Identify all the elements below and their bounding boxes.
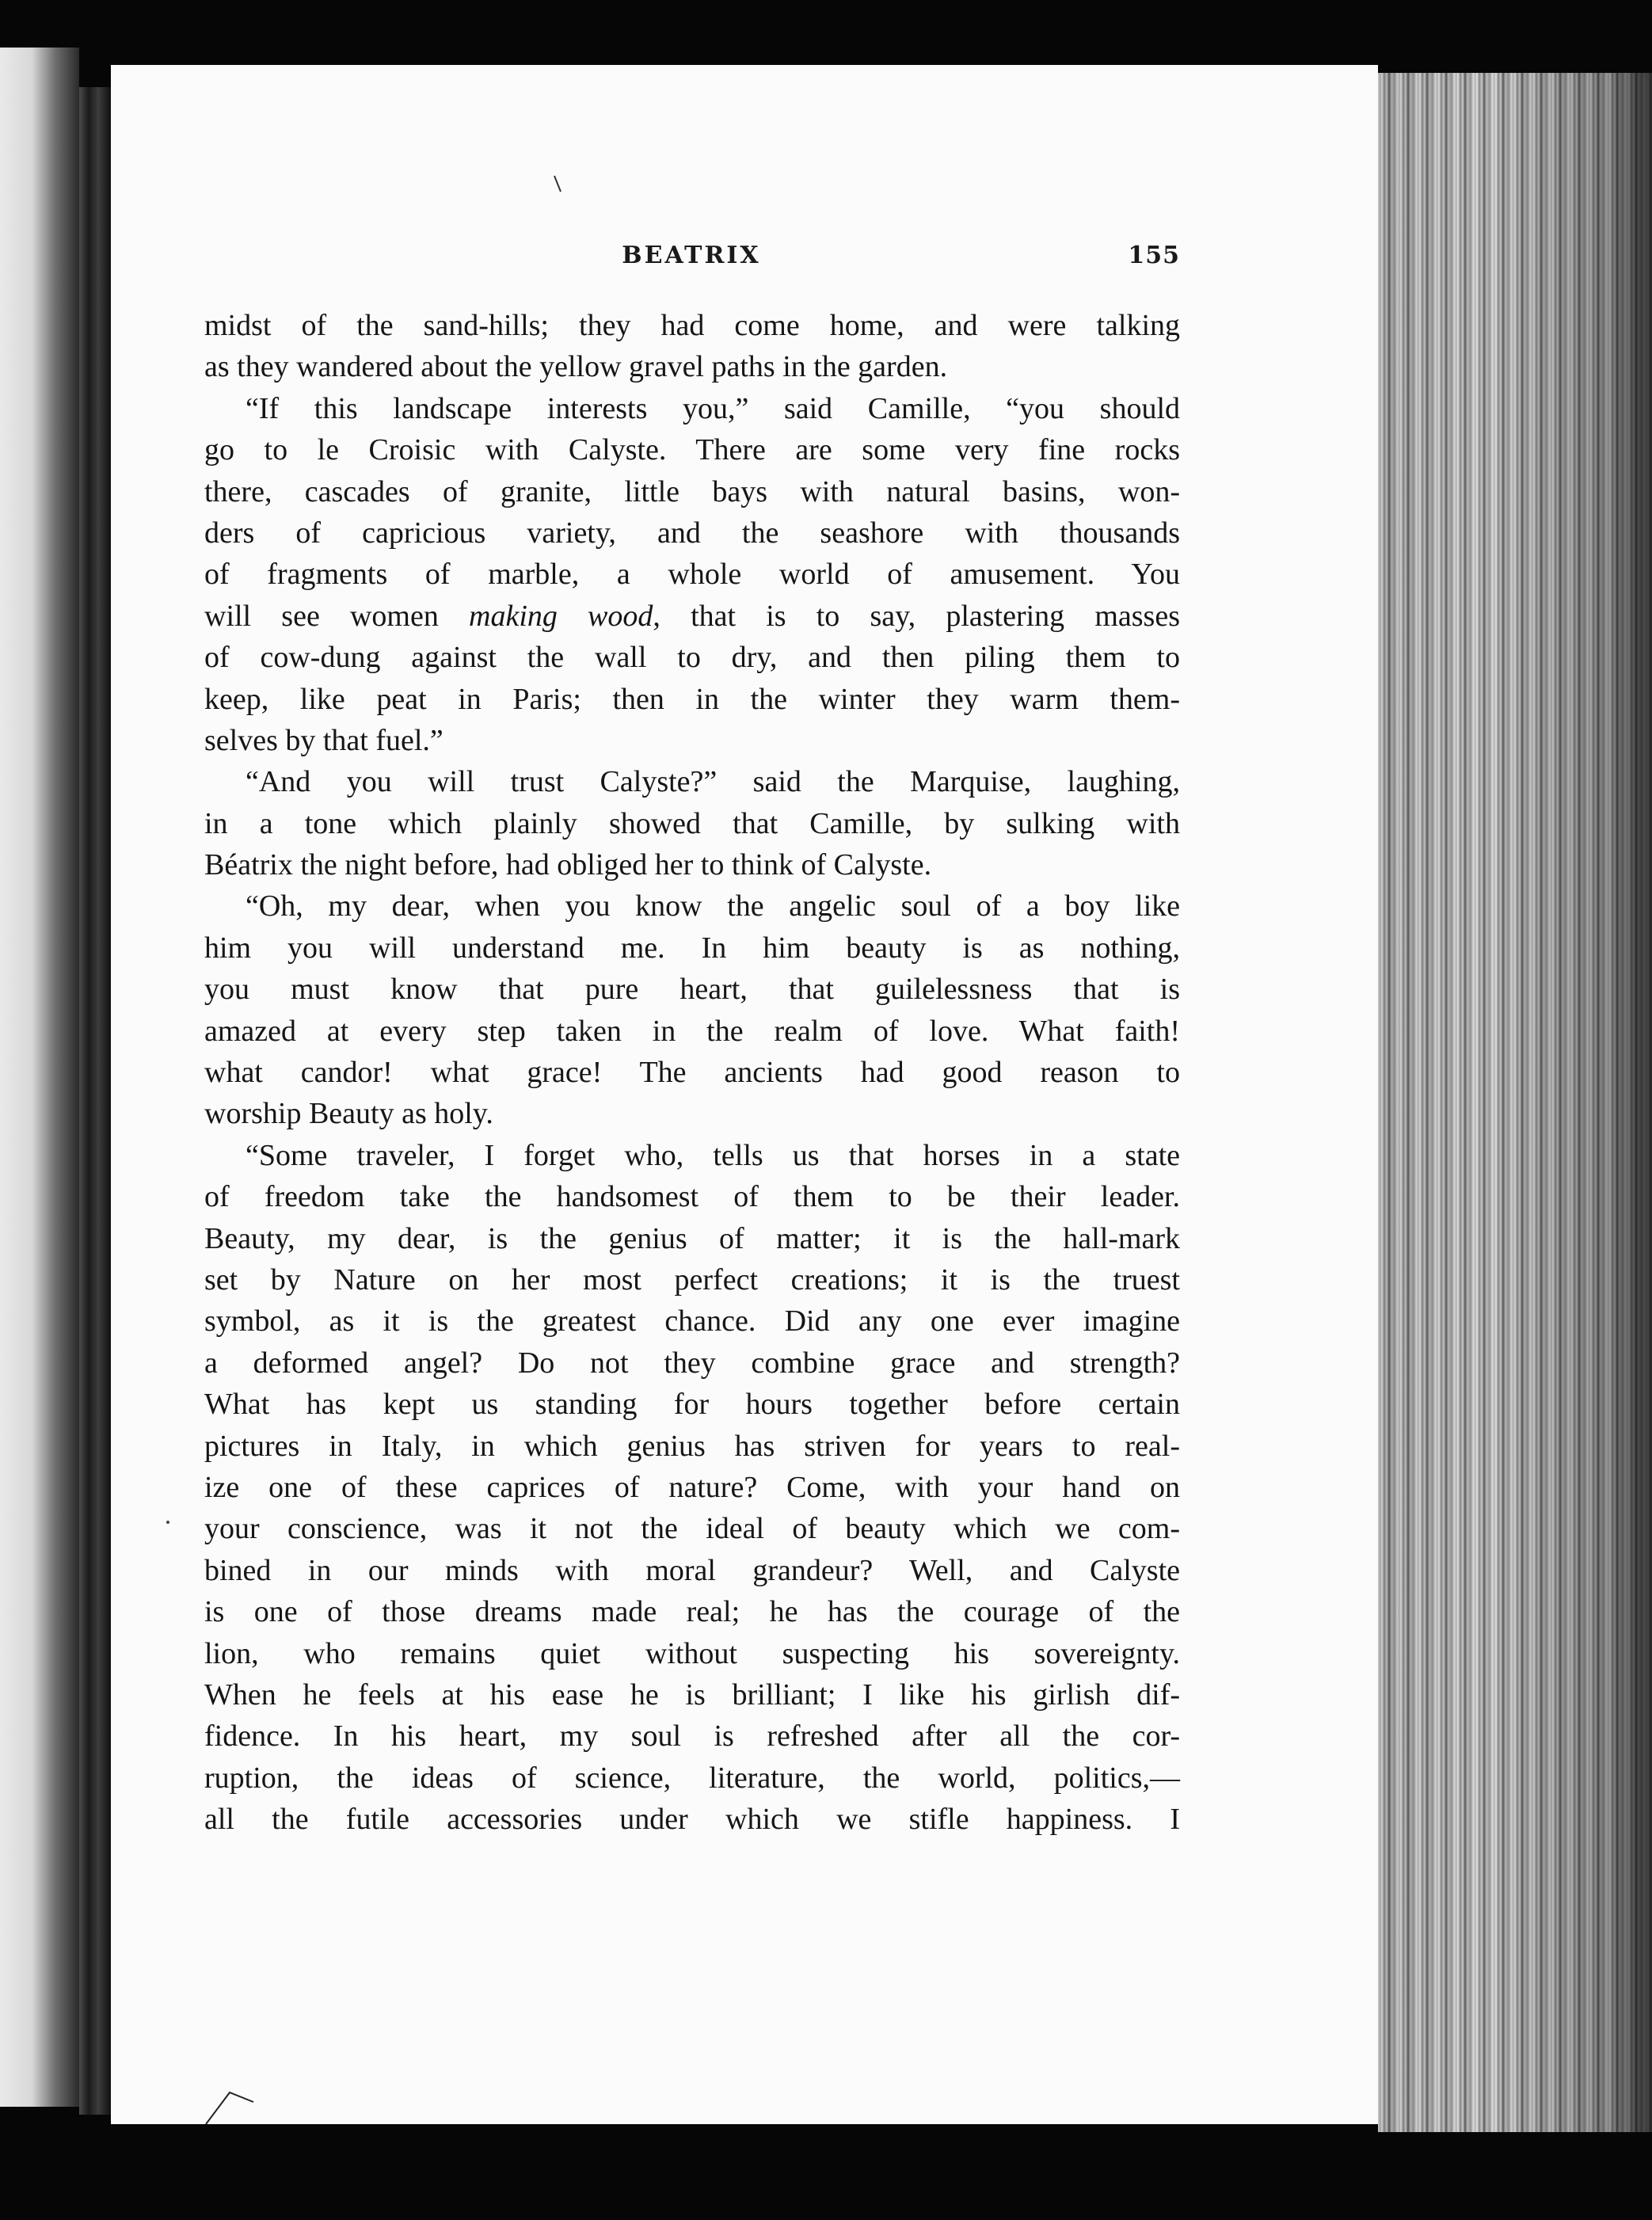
text-line: your conscience, was it not the ideal of beauty which we com- — [204, 1512, 1180, 1546]
fore-edge-shadow — [1378, 73, 1652, 2132]
text-line: symbol, as it is the greatest chance. Did any one ever imagine — [204, 1304, 1180, 1338]
text-line: of cow-dung against the wall to dry, and then piling them to — [204, 641, 1180, 675]
text-line: ders of capricious variety, and the seashore with thousands — [204, 516, 1180, 550]
text-line: set by Nature on her most perfect creations; it is the truest — [204, 1262, 1180, 1297]
text-line: there, cascades of granite, little bays with natural basins, won- — [204, 474, 1180, 508]
running-title: BEATRIX — [622, 242, 761, 269]
text-line: will see women making wood, that is to say, plastering masses — [204, 599, 1180, 633]
text-line: ruption, the ideas of science, literature, the world, politics,— — [204, 1761, 1180, 1795]
text-line: as they wandered about the yellow gravel paths in the garden. — [204, 350, 948, 384]
text-line: what candor! what grace! The ancients had good reason to — [204, 1056, 1180, 1090]
body-text — [204, 305, 1180, 1840]
text-line: a deformed angel? Do not they combine grace and strength? — [204, 1346, 1180, 1380]
text-line: is one of those dreams made real; he has the courage of the — [204, 1595, 1180, 1629]
left-page-edge — [0, 48, 79, 2107]
text-line: pictures in Italy, in which genius has striven for years to real- — [204, 1429, 1180, 1463]
text-line: of freedom take the handsomest of them to be their leader. — [204, 1180, 1180, 1214]
text-line: Béatrix the night before, had obliged her to think of Calyste. — [204, 848, 932, 882]
text-line: “Some traveler, I forget who, tells us that horses in a state — [246, 1138, 1180, 1172]
text-line: bined in our minds with moral grandeur? Well, and Calyste — [204, 1553, 1180, 1587]
running-head — [203, 242, 1180, 281]
text-line: When he feels at his ease he is brilliant; I like his girlish dif- — [204, 1677, 1180, 1712]
text-line: of fragments of marble, a whole world of amusement. You — [204, 558, 1180, 592]
text-line: keep, like peat in Paris; then in the winter they warm them- — [204, 682, 1180, 716]
text-line: What has kept us standing for hours together before certain — [204, 1388, 1180, 1422]
text-line: “And you will trust Calyste?” said the Marquise, laughing, — [246, 765, 1180, 799]
text-line: lion, who remains quiet without suspecting his sovereignty. — [204, 1636, 1180, 1670]
text-line: go to le Croisic with Calyste. There are some very fine rocks — [204, 433, 1180, 467]
text-line: fidence. In his heart, my soul is refreshed after all the cor- — [204, 1719, 1180, 1754]
gutter-shadow — [79, 87, 111, 2115]
text-line: Beauty, my dear, is the genius of matter; it is the hall-mark — [204, 1221, 1180, 1255]
text-line: amazed at every step taken in the realm of love. What faith! — [204, 1014, 1180, 1048]
italic-phrase: making wood — [469, 599, 653, 633]
text-line: midst of the sand-hills; they had come home, and were talking — [204, 309, 1180, 342]
text-line: ize one of these caprices of nature? Come, with your hand on — [204, 1470, 1180, 1504]
text-line: worship Beauty as holy. — [204, 1097, 493, 1131]
text-line: in a tone which plainly showed that Camille, by sulking with — [204, 806, 1180, 840]
text-line: selves by that fuel.” — [204, 723, 443, 757]
page-number: 155 — [1128, 242, 1180, 269]
text-line: “If this landscape interests you,” said Camille, “you should — [246, 391, 1180, 425]
text-line: all the futile accessories under which we stifle happiness. I — [204, 1803, 1180, 1837]
text-line: you must know that pure heart, that guilelessness that is — [204, 973, 1180, 1007]
text-line: “Oh, my dear, when you know the angelic soul of a boy like — [246, 889, 1180, 923]
text-line: him you will understand me. In him beauty is as nothing, — [204, 931, 1180, 965]
